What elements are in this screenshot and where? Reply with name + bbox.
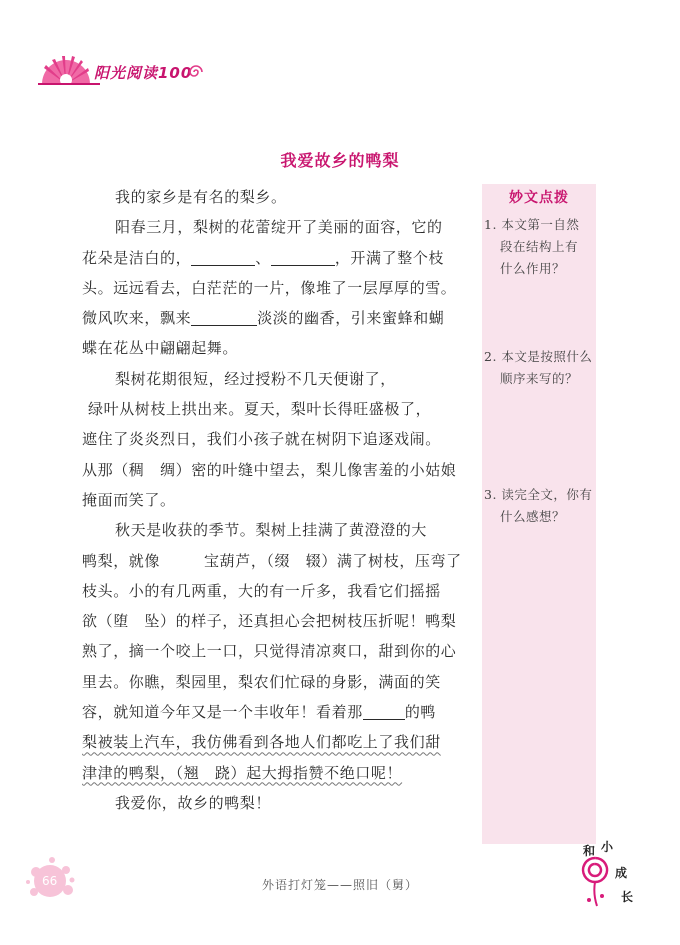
paragraph-line: 熟了，摘一个咬上一口，只觉得清凉爽口，甜到你的心 (82, 642, 457, 661)
fill-in-blank[interactable] (363, 701, 405, 720)
paragraph-line: 鸭梨，就像 宝葫芦，（缀 辍）满了树枝，压弯了 (82, 551, 462, 570)
logo-char: 和 (583, 844, 596, 858)
paragraph-line: 津津的鸭梨，（翘 跷）起大拇指赞不绝口呢！ (82, 763, 403, 782)
article-title: 我爱故乡的鸭梨 (280, 151, 400, 170)
tips-sidebar (482, 184, 596, 844)
paragraph-line: 梨树花期很短，经过授粉不几天便谢了， (115, 369, 396, 388)
fill-in-blank[interactable] (191, 307, 257, 326)
paragraph-line: 我爱你，故乡的鸭梨！ (115, 793, 272, 812)
paragraph-line: 我的家乡是有名的梨乡。 (115, 188, 287, 206)
question-3: 3. 读完全文，你有 什么感想？ (484, 487, 593, 524)
footer-caption: 外语打灯笼——照旧（舅） (261, 878, 418, 892)
paragraph-line: 花朵是洁白的， 、 ，开满了整个枝 (82, 248, 445, 267)
series-logo (34, 50, 214, 90)
logo-char: 成 (615, 866, 628, 880)
sidebar-title: 妙文点拨 (509, 190, 569, 206)
fill-in-blank[interactable] (271, 247, 335, 266)
paragraph-line: 遮住了炎炎烈日，我们小孩子就在树阴下追逐戏闹。 (82, 430, 441, 449)
paragraph-line: 蝶在花丛中翩翩起舞。 (82, 339, 239, 358)
growth-logo (565, 838, 660, 918)
page-number: 66 (42, 874, 58, 888)
swirl-icon (186, 62, 206, 82)
paragraph-line: 秋天是收获的季节。梨树上挂满了黄澄澄的大 (115, 521, 428, 540)
article-body (82, 182, 480, 818)
logo-char: 长 (621, 890, 634, 904)
series-name: 阳光阅读100 (94, 64, 193, 82)
paragraph-line: 头。远远看去，白茫茫的一片，像堆了一层厚厚的雪。 (82, 278, 457, 297)
paragraph-line: 里去。你瞧，梨园里，梨农们忙碌的身影，满面的笑 (82, 672, 441, 691)
paragraph-line: 掩面而笑了。 (82, 490, 176, 509)
fill-in-blank[interactable] (191, 247, 255, 266)
paragraph-line: 梨被装上汽车，我仿佛看到各地人们都吃上了我们甜 (82, 733, 441, 752)
paragraph-line: 微风吹来，飘来 淡淡的幽香，引来蜜蜂和蝴 (82, 309, 445, 328)
question-1: 1. 本文第一自然 段在结构上有 什么作用？ (484, 217, 580, 276)
paragraph-line: 容，就知道今年又是一个丰收年！看着那 的鸭 (82, 703, 437, 722)
logo-char: 小 (601, 840, 614, 854)
paragraph-line: 从那（稠 绸）密的叶缝中望去，梨儿像害羞的小姑娘 (82, 460, 457, 479)
question-2: 2. 本文是按照什么 顺序来写的？ (484, 349, 593, 386)
paragraph-line: 阳春三月，梨树的花蕾绽开了美丽的面容，它的 (115, 218, 443, 237)
paragraph-line: 枝头。小的有几两重，大的有一斤多，我看它们摇摇 (82, 581, 441, 600)
paragraph-line: 欲（堕 坠）的样子，还真担心会把树枝压折呢！鸭梨 (82, 612, 457, 631)
paragraph-line: 绿叶从树枝上拱出来。夏天，梨叶长得旺盛极了， (88, 400, 432, 419)
